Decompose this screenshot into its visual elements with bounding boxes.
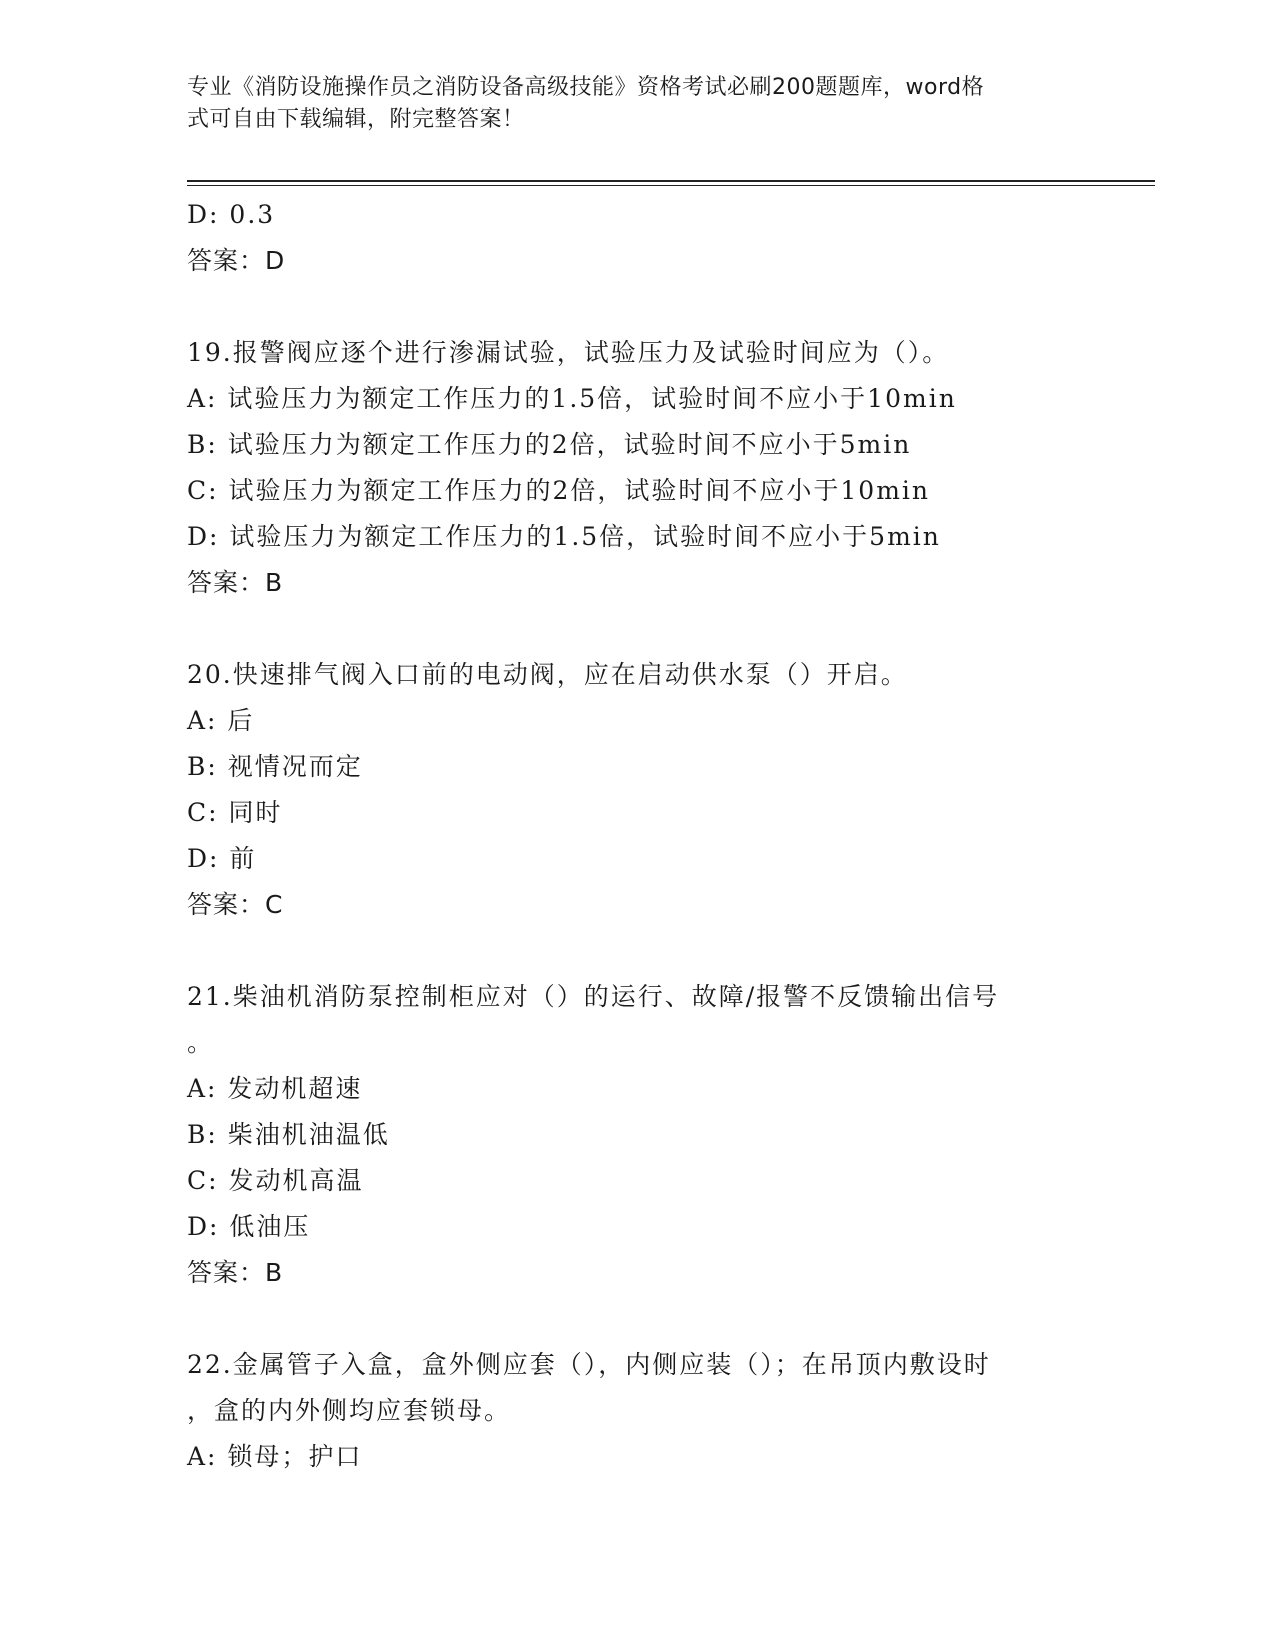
answer: 答案：B [187,1258,284,1287]
answer: 答案：C [187,890,284,919]
option-b: B: 视情况而定 [187,752,363,781]
header-rule-thin [187,185,1155,186]
option-a: A: 发动机超速 [187,1074,363,1103]
question-20 [187,652,1087,928]
option-a: A: 后 [187,706,255,735]
question-21 [187,974,1087,1296]
option-d: D: 前 [187,844,257,873]
question-stem: 20.快速排气阀入口前的电动阀，应在启动供水泵（）开启。 [187,660,908,689]
question-stem-line-1: 22.金属管子入盒，盒外侧应套（），内侧应装（）；在吊顶内敷设时 [187,1350,991,1379]
prev-answer: 答案：D [187,246,286,275]
question-stem: 19.报警阀应逐个进行渗漏试验，试验压力及试验时间应为（）。 [187,338,950,367]
header-rule-thick [187,180,1155,182]
question-stem-line-1: 21.柴油机消防泵控制柜应对（）的运行、故障/报警不反馈输出信号 [187,982,1000,1011]
option-b: B: 柴油机油温低 [187,1120,390,1149]
option-c: C: 发动机高温 [187,1166,364,1195]
option-a: A: 试验压力为额定工作压力的1.5倍，试验时间不应小于10min [187,384,957,413]
prev-option-d: D: 0.3 [187,200,276,229]
document-header [187,72,1087,136]
question-19 [187,330,1087,606]
document-body [187,192,1087,1480]
header-line-2: 式可自由下载编辑，附完整答案！ [187,107,525,132]
option-a: A: 锁母；护口 [187,1442,363,1471]
option-b: B: 试验压力为额定工作压力的2倍，试验时间不应小于5min [187,430,912,459]
header-line-1: 专业《消防设施操作员之消防设备高级技能》资格考试必刷200题题库，word格 [187,75,985,100]
question-22 [187,1342,1087,1480]
option-d: D: 低油压 [187,1212,311,1241]
answer: 答案：B [187,568,284,597]
option-d: D: 试验压力为额定工作压力的1.5倍，试验时间不应小于5min [187,522,941,551]
option-c: C: 同时 [187,798,283,827]
question-stem-line-2: ，盒的内外侧均应套锁母。 [187,1396,512,1425]
question-stem-line-2: 。 [187,1028,215,1057]
option-c: C: 试验压力为额定工作压力的2倍，试验时间不应小于10min [187,476,931,505]
